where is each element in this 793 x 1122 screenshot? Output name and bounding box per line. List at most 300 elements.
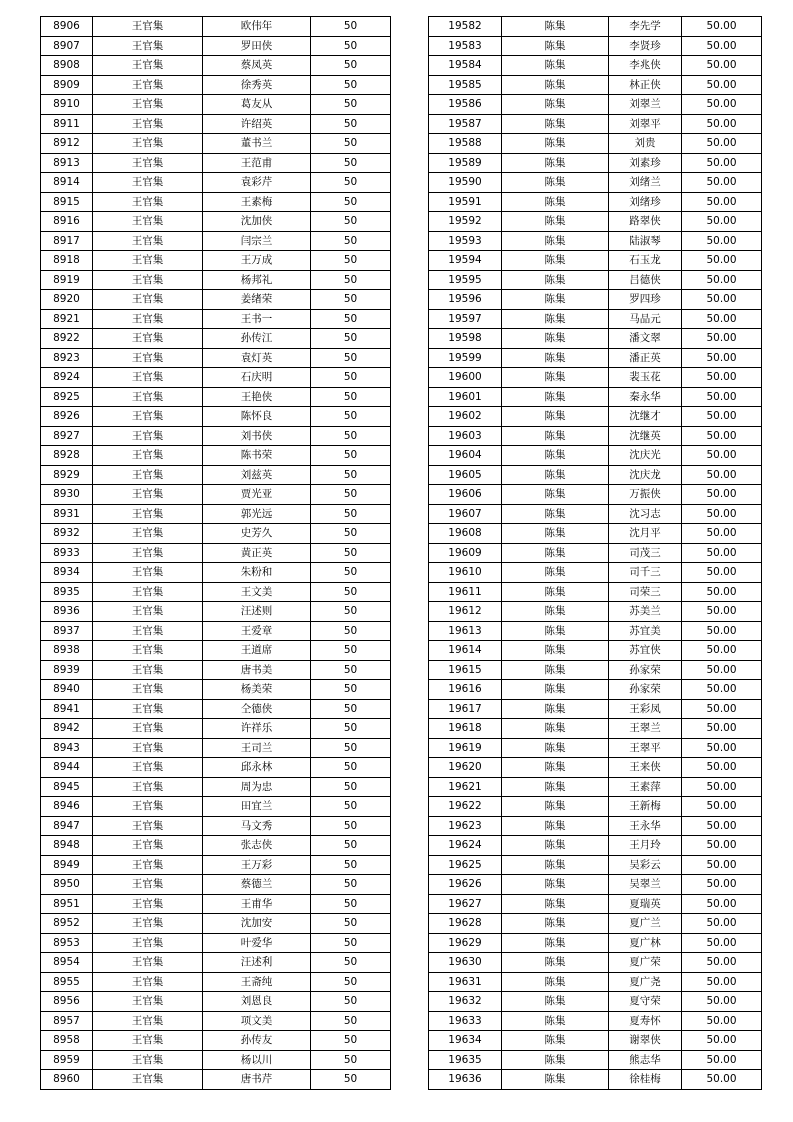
id-cell: 19623 xyxy=(429,816,502,836)
name-cell: 贾光亚 xyxy=(203,485,311,505)
amount-cell: 50.00 xyxy=(682,699,762,719)
name-cell: 夏守荣 xyxy=(609,992,682,1012)
id-cell: 19584 xyxy=(429,56,502,76)
amount-cell: 50 xyxy=(311,758,391,778)
name-cell: 裴玉花 xyxy=(609,368,682,388)
town-cell: 陈集 xyxy=(502,348,609,368)
name-cell: 董书兰 xyxy=(203,134,311,154)
id-cell: 19590 xyxy=(429,173,502,193)
table-row xyxy=(41,738,391,758)
town-cell: 王官集 xyxy=(93,563,203,583)
id-cell: 8946 xyxy=(41,797,93,817)
id-cell: 8957 xyxy=(41,1011,93,1031)
id-cell: 19602 xyxy=(429,407,502,427)
name-cell: 郭光远 xyxy=(203,504,311,524)
amount-cell: 50 xyxy=(311,329,391,349)
town-cell: 王官集 xyxy=(93,36,203,56)
table-row xyxy=(429,855,762,875)
table-row xyxy=(429,816,762,836)
table-row xyxy=(429,348,762,368)
table-row xyxy=(41,114,391,134)
name-cell: 熊志华 xyxy=(609,1050,682,1070)
id-cell: 8942 xyxy=(41,719,93,739)
table-row xyxy=(429,680,762,700)
town-cell: 王官集 xyxy=(93,680,203,700)
town-cell: 陈集 xyxy=(502,114,609,134)
town-cell: 陈集 xyxy=(502,738,609,758)
name-cell: 孙家荣 xyxy=(609,680,682,700)
name-cell: 陈书荣 xyxy=(203,446,311,466)
town-cell: 王官集 xyxy=(93,465,203,485)
name-cell: 欧伟年 xyxy=(203,17,311,37)
id-cell: 8939 xyxy=(41,660,93,680)
name-cell: 王道席 xyxy=(203,641,311,661)
table-row xyxy=(429,212,762,232)
id-cell: 19620 xyxy=(429,758,502,778)
town-cell: 陈集 xyxy=(502,777,609,797)
town-cell: 王官集 xyxy=(93,231,203,251)
amount-cell: 50.00 xyxy=(682,855,762,875)
id-cell: 8958 xyxy=(41,1031,93,1051)
name-cell: 沈庆光 xyxy=(609,446,682,466)
table-row xyxy=(429,309,762,329)
table-row xyxy=(429,738,762,758)
name-cell: 夏广荣 xyxy=(609,953,682,973)
name-cell: 王万成 xyxy=(203,251,311,271)
town-cell: 王官集 xyxy=(93,758,203,778)
table-row xyxy=(429,56,762,76)
name-cell: 孙家荣 xyxy=(609,660,682,680)
town-cell: 陈集 xyxy=(502,972,609,992)
amount-cell: 50.00 xyxy=(682,75,762,95)
name-cell: 王翠兰 xyxy=(609,719,682,739)
table-row xyxy=(41,894,391,914)
table-row xyxy=(41,329,391,349)
town-cell: 陈集 xyxy=(502,251,609,271)
table-row xyxy=(429,36,762,56)
table-row xyxy=(41,992,391,1012)
amount-cell: 50.00 xyxy=(682,719,762,739)
town-cell: 王官集 xyxy=(93,719,203,739)
id-cell: 19630 xyxy=(429,953,502,973)
id-cell: 8922 xyxy=(41,329,93,349)
amount-cell: 50.00 xyxy=(682,816,762,836)
table-row xyxy=(41,972,391,992)
table-row xyxy=(41,1070,391,1090)
id-cell: 8918 xyxy=(41,251,93,271)
name-cell: 王司兰 xyxy=(203,738,311,758)
table-row xyxy=(429,387,762,407)
table-row xyxy=(41,426,391,446)
id-cell: 19605 xyxy=(429,465,502,485)
table-row xyxy=(41,680,391,700)
amount-cell: 50 xyxy=(311,543,391,563)
id-cell: 19613 xyxy=(429,621,502,641)
left-table-body xyxy=(41,17,391,1090)
table-row xyxy=(41,953,391,973)
id-cell: 8940 xyxy=(41,680,93,700)
id-cell: 8930 xyxy=(41,485,93,505)
town-cell: 王官集 xyxy=(93,1050,203,1070)
table-row xyxy=(429,1050,762,1070)
town-cell: 陈集 xyxy=(502,660,609,680)
amount-cell: 50 xyxy=(311,114,391,134)
amount-cell: 50.00 xyxy=(682,485,762,505)
amount-cell: 50 xyxy=(311,953,391,973)
id-cell: 8937 xyxy=(41,621,93,641)
table-row xyxy=(41,621,391,641)
town-cell: 陈集 xyxy=(502,1070,609,1090)
amount-cell: 50 xyxy=(311,1070,391,1090)
name-cell: 孙传江 xyxy=(203,329,311,349)
name-cell: 朱粉和 xyxy=(203,563,311,583)
town-cell: 王官集 xyxy=(93,504,203,524)
id-cell: 8920 xyxy=(41,290,93,310)
town-cell: 陈集 xyxy=(502,699,609,719)
town-cell: 陈集 xyxy=(502,173,609,193)
table-row xyxy=(429,699,762,719)
amount-cell: 50 xyxy=(311,992,391,1012)
amount-cell: 50.00 xyxy=(682,153,762,173)
table-row xyxy=(429,758,762,778)
name-cell: 汪述则 xyxy=(203,602,311,622)
id-cell: 19599 xyxy=(429,348,502,368)
town-cell: 王官集 xyxy=(93,699,203,719)
table-row xyxy=(429,894,762,914)
id-cell: 8927 xyxy=(41,426,93,446)
table-row xyxy=(41,1011,391,1031)
town-cell: 陈集 xyxy=(502,582,609,602)
name-cell: 周为忠 xyxy=(203,777,311,797)
id-cell: 8919 xyxy=(41,270,93,290)
name-cell: 夏寿怀 xyxy=(609,1011,682,1031)
table-row xyxy=(429,914,762,934)
name-cell: 邱永林 xyxy=(203,758,311,778)
town-cell: 王官集 xyxy=(93,17,203,37)
town-cell: 陈集 xyxy=(502,875,609,895)
town-cell: 王官集 xyxy=(93,1011,203,1031)
name-cell: 刘绪兰 xyxy=(609,173,682,193)
id-cell: 8932 xyxy=(41,524,93,544)
table-row xyxy=(41,446,391,466)
town-cell: 陈集 xyxy=(502,134,609,154)
name-cell: 王斋纯 xyxy=(203,972,311,992)
id-cell: 8950 xyxy=(41,875,93,895)
id-cell: 19615 xyxy=(429,660,502,680)
amount-cell: 50 xyxy=(311,485,391,505)
id-cell: 19610 xyxy=(429,563,502,583)
id-cell: 19597 xyxy=(429,309,502,329)
table-row xyxy=(41,543,391,563)
id-cell: 8923 xyxy=(41,348,93,368)
name-cell: 万振侠 xyxy=(609,485,682,505)
amount-cell: 50.00 xyxy=(682,1050,762,1070)
table-row xyxy=(41,602,391,622)
id-cell: 8936 xyxy=(41,602,93,622)
town-cell: 王官集 xyxy=(93,290,203,310)
table-row xyxy=(41,660,391,680)
id-cell: 8933 xyxy=(41,543,93,563)
town-cell: 王官集 xyxy=(93,348,203,368)
id-cell: 19616 xyxy=(429,680,502,700)
amount-cell: 50 xyxy=(311,875,391,895)
id-cell: 8911 xyxy=(41,114,93,134)
town-cell: 陈集 xyxy=(502,309,609,329)
id-cell: 19591 xyxy=(429,192,502,212)
town-cell: 王官集 xyxy=(93,602,203,622)
table-row xyxy=(41,914,391,934)
table-row xyxy=(429,153,762,173)
id-cell: 8915 xyxy=(41,192,93,212)
name-cell: 唐书芹 xyxy=(203,1070,311,1090)
id-cell: 19582 xyxy=(429,17,502,37)
town-cell: 王官集 xyxy=(93,387,203,407)
table-row xyxy=(429,251,762,271)
id-cell: 19603 xyxy=(429,426,502,446)
amount-cell: 50.00 xyxy=(682,543,762,563)
id-cell: 19614 xyxy=(429,641,502,661)
amount-cell: 50.00 xyxy=(682,894,762,914)
amount-cell: 50 xyxy=(311,582,391,602)
id-cell: 19618 xyxy=(429,719,502,739)
name-cell: 沈加安 xyxy=(203,914,311,934)
id-cell: 19600 xyxy=(429,368,502,388)
amount-cell: 50 xyxy=(311,524,391,544)
amount-cell: 50 xyxy=(311,504,391,524)
name-cell: 黄正英 xyxy=(203,543,311,563)
town-cell: 陈集 xyxy=(502,680,609,700)
name-cell: 罗四珍 xyxy=(609,290,682,310)
name-cell: 秦永华 xyxy=(609,387,682,407)
amount-cell: 50.00 xyxy=(682,329,762,349)
amount-cell: 50.00 xyxy=(682,914,762,934)
town-cell: 王官集 xyxy=(93,972,203,992)
name-cell: 夏瑞英 xyxy=(609,894,682,914)
amount-cell: 50 xyxy=(311,251,391,271)
town-cell: 陈集 xyxy=(502,602,609,622)
amount-cell: 50.00 xyxy=(682,368,762,388)
name-cell: 闫宗兰 xyxy=(203,231,311,251)
town-cell: 陈集 xyxy=(502,270,609,290)
amount-cell: 50 xyxy=(311,36,391,56)
town-cell: 王官集 xyxy=(93,875,203,895)
town-cell: 陈集 xyxy=(502,758,609,778)
amount-cell: 50 xyxy=(311,368,391,388)
town-cell: 王官集 xyxy=(93,251,203,271)
amount-cell: 50.00 xyxy=(682,660,762,680)
table-row xyxy=(41,134,391,154)
id-cell: 19632 xyxy=(429,992,502,1012)
id-cell: 19593 xyxy=(429,231,502,251)
id-cell: 8948 xyxy=(41,836,93,856)
amount-cell: 50 xyxy=(311,680,391,700)
table-row xyxy=(429,485,762,505)
town-cell: 陈集 xyxy=(502,387,609,407)
town-cell: 王官集 xyxy=(93,543,203,563)
amount-cell: 50 xyxy=(311,1011,391,1031)
amount-cell: 50 xyxy=(311,192,391,212)
id-cell: 8928 xyxy=(41,446,93,466)
amount-cell: 50 xyxy=(311,75,391,95)
town-cell: 陈集 xyxy=(502,36,609,56)
table-row xyxy=(41,173,391,193)
amount-cell: 50.00 xyxy=(682,621,762,641)
amount-cell: 50.00 xyxy=(682,972,762,992)
town-cell: 陈集 xyxy=(502,95,609,115)
amount-cell: 50.00 xyxy=(682,1011,762,1031)
town-cell: 陈集 xyxy=(502,1011,609,1031)
name-cell: 王范甫 xyxy=(203,153,311,173)
amount-cell: 50.00 xyxy=(682,992,762,1012)
town-cell: 陈集 xyxy=(502,641,609,661)
amount-cell: 50 xyxy=(311,309,391,329)
town-cell: 陈集 xyxy=(502,719,609,739)
town-cell: 王官集 xyxy=(93,368,203,388)
amount-cell: 50.00 xyxy=(682,563,762,583)
id-cell: 19631 xyxy=(429,972,502,992)
table-row xyxy=(41,933,391,953)
id-cell: 19626 xyxy=(429,875,502,895)
amount-cell: 50 xyxy=(311,212,391,232)
table-row xyxy=(429,1031,762,1051)
id-cell: 19629 xyxy=(429,933,502,953)
table-row xyxy=(41,348,391,368)
id-cell: 8910 xyxy=(41,95,93,115)
table-row xyxy=(429,797,762,817)
table-row xyxy=(41,582,391,602)
id-cell: 8955 xyxy=(41,972,93,992)
town-cell: 陈集 xyxy=(502,1050,609,1070)
id-cell: 8952 xyxy=(41,914,93,934)
town-cell: 陈集 xyxy=(502,894,609,914)
town-cell: 王官集 xyxy=(93,75,203,95)
amount-cell: 50 xyxy=(311,173,391,193)
amount-cell: 50.00 xyxy=(682,212,762,232)
amount-cell: 50.00 xyxy=(682,348,762,368)
amount-cell: 50 xyxy=(311,660,391,680)
amount-cell: 50.00 xyxy=(682,95,762,115)
town-cell: 王官集 xyxy=(93,134,203,154)
name-cell: 王永华 xyxy=(609,816,682,836)
id-cell: 19594 xyxy=(429,251,502,271)
name-cell: 沈习志 xyxy=(609,504,682,524)
table-row xyxy=(41,699,391,719)
table-row xyxy=(41,1031,391,1051)
id-cell: 19589 xyxy=(429,153,502,173)
table-row xyxy=(41,641,391,661)
name-cell: 王素梅 xyxy=(203,192,311,212)
id-cell: 8960 xyxy=(41,1070,93,1090)
town-cell: 陈集 xyxy=(502,212,609,232)
name-cell: 孙传友 xyxy=(203,1031,311,1051)
town-cell: 陈集 xyxy=(502,426,609,446)
town-cell: 王官集 xyxy=(93,114,203,134)
table-row xyxy=(429,504,762,524)
table-row xyxy=(429,660,762,680)
id-cell: 19611 xyxy=(429,582,502,602)
town-cell: 王官集 xyxy=(93,212,203,232)
table-row xyxy=(41,777,391,797)
town-cell: 陈集 xyxy=(502,816,609,836)
amount-cell: 50 xyxy=(311,836,391,856)
table-row xyxy=(429,582,762,602)
id-cell: 8953 xyxy=(41,933,93,953)
town-cell: 陈集 xyxy=(502,153,609,173)
id-cell: 8943 xyxy=(41,738,93,758)
name-cell: 石玉龙 xyxy=(609,251,682,271)
table-row xyxy=(41,875,391,895)
id-cell: 8935 xyxy=(41,582,93,602)
table-row xyxy=(41,153,391,173)
amount-cell: 50 xyxy=(311,1050,391,1070)
table-row xyxy=(429,231,762,251)
name-cell: 马品元 xyxy=(609,309,682,329)
town-cell: 王官集 xyxy=(93,894,203,914)
id-cell: 8929 xyxy=(41,465,93,485)
table-row xyxy=(429,602,762,622)
town-cell: 王官集 xyxy=(93,56,203,76)
town-cell: 陈集 xyxy=(502,75,609,95)
amount-cell: 50.00 xyxy=(682,738,762,758)
amount-cell: 50.00 xyxy=(682,602,762,622)
table-row xyxy=(41,563,391,583)
name-cell: 苏美兰 xyxy=(609,602,682,622)
table-row xyxy=(429,134,762,154)
id-cell: 8945 xyxy=(41,777,93,797)
town-cell: 陈集 xyxy=(502,933,609,953)
id-cell: 19636 xyxy=(429,1070,502,1090)
id-cell: 8907 xyxy=(41,36,93,56)
town-cell: 陈集 xyxy=(502,17,609,37)
name-cell: 姜绪荣 xyxy=(203,290,311,310)
name-cell: 唐书美 xyxy=(203,660,311,680)
amount-cell: 50 xyxy=(311,933,391,953)
name-cell: 潘文翠 xyxy=(609,329,682,349)
table-row xyxy=(41,485,391,505)
town-cell: 王官集 xyxy=(93,933,203,953)
amount-cell: 50 xyxy=(311,602,391,622)
table-row xyxy=(41,407,391,427)
town-cell: 王官集 xyxy=(93,621,203,641)
id-cell: 19595 xyxy=(429,270,502,290)
table-row xyxy=(41,758,391,778)
table-row xyxy=(429,192,762,212)
id-cell: 19585 xyxy=(429,75,502,95)
town-cell: 王官集 xyxy=(93,816,203,836)
amount-cell: 50 xyxy=(311,641,391,661)
id-cell: 19596 xyxy=(429,290,502,310)
amount-cell: 50 xyxy=(311,465,391,485)
name-cell: 李贤珍 xyxy=(609,36,682,56)
table-row xyxy=(429,543,762,563)
amount-cell: 50.00 xyxy=(682,933,762,953)
table-row xyxy=(41,231,391,251)
town-cell: 陈集 xyxy=(502,543,609,563)
id-cell: 19588 xyxy=(429,134,502,154)
table-row xyxy=(41,504,391,524)
amount-cell: 50 xyxy=(311,797,391,817)
amount-cell: 50 xyxy=(311,153,391,173)
amount-cell: 50 xyxy=(311,738,391,758)
table-row xyxy=(429,524,762,544)
amount-cell: 50.00 xyxy=(682,641,762,661)
amount-cell: 50.00 xyxy=(682,17,762,37)
table-row xyxy=(429,972,762,992)
amount-cell: 50 xyxy=(311,972,391,992)
table-row xyxy=(429,953,762,973)
town-cell: 王官集 xyxy=(93,329,203,349)
town-cell: 王官集 xyxy=(93,192,203,212)
